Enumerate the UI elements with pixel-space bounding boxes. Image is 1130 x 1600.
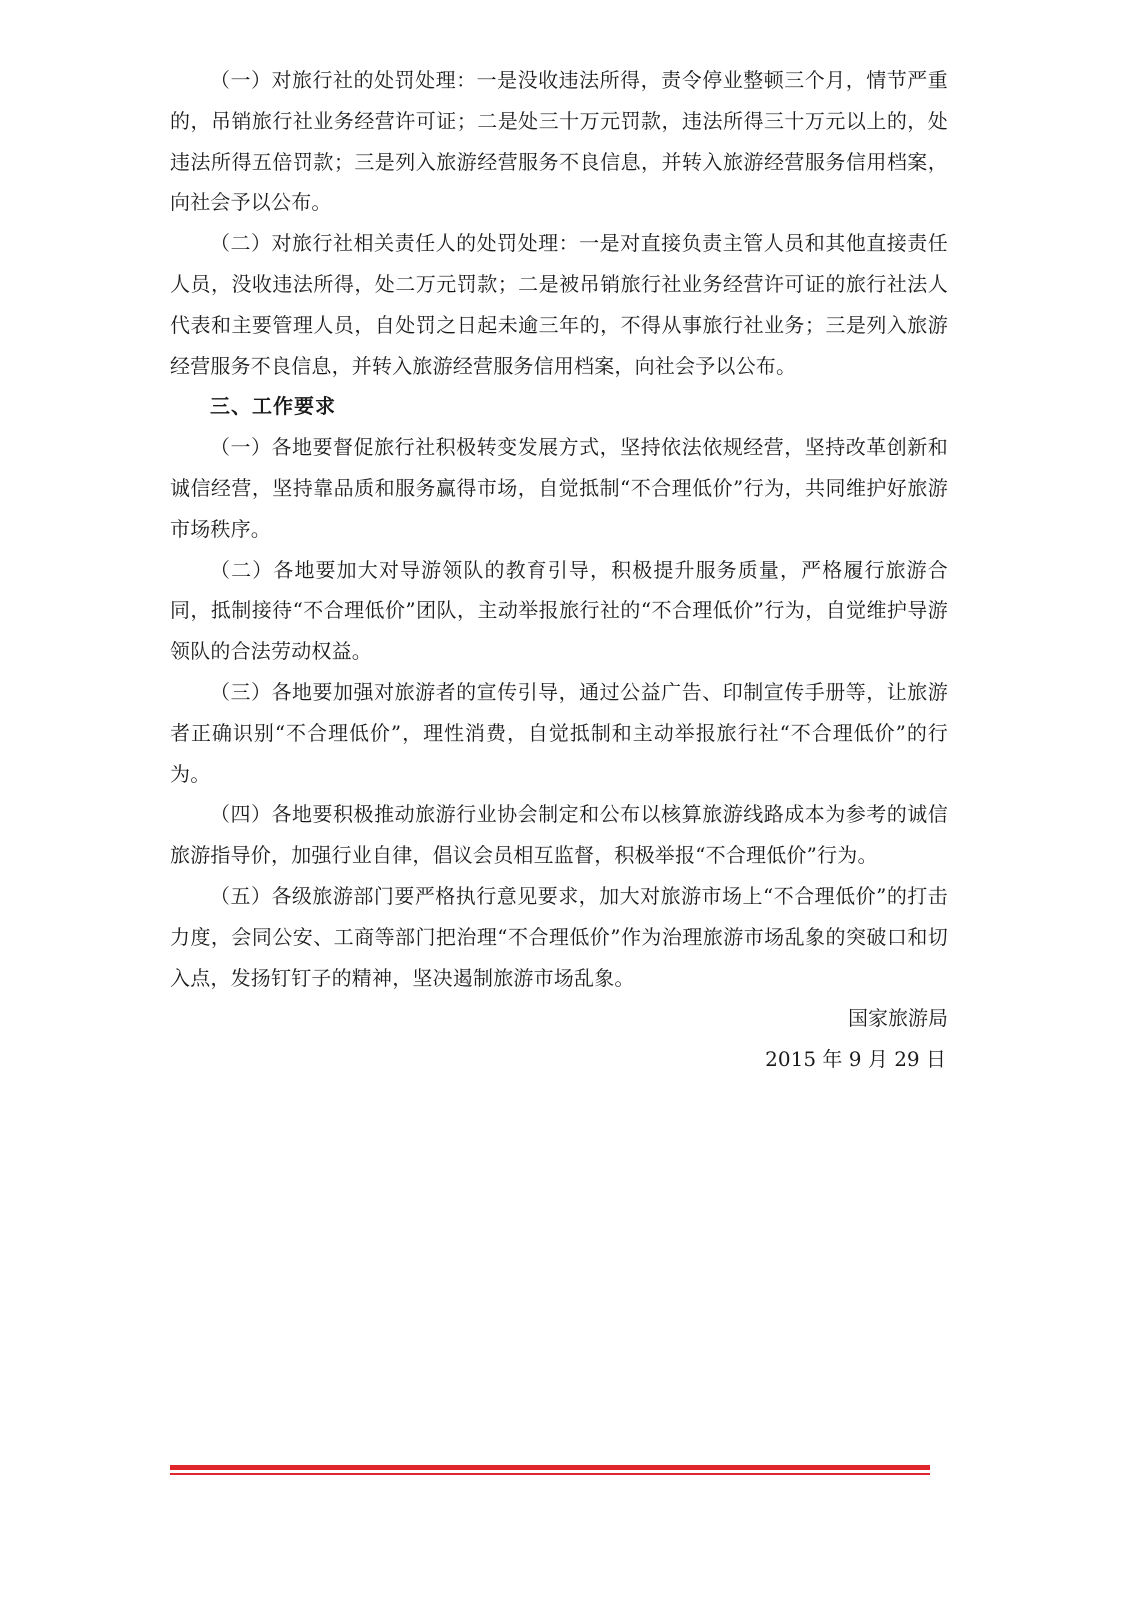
- footer-rule-thick: [170, 1465, 930, 1470]
- footer-rule-thin: [170, 1473, 930, 1475]
- signature-date: 2015 年 9 月 29 日: [765, 1047, 946, 1072]
- paragraph-requirement-4: （四）各地要积极推动旅游行业协会制定和公布以核算旅游线路成本为参考的诚信旅游指导价，加强行业自律，倡议会员相互监督，积极举报“不合理低价”行为。: [170, 802, 948, 868]
- paragraph-requirement-3: （三）各地要加强对旅游者的宣传引导，通过公益广告、印制宣传手册等，让旅游者正确识别“不合理低价”，理性消费，自觉抵制和主动举报旅行社“不合理低价”的行为。: [170, 679, 948, 786]
- paragraph-penalty-responsible-persons: （二）对旅行社相关责任人的处罚处理：一是对直接负责主管人员和其他直接责任人员，没收违法所得，处二万元罚款；二是被吊销旅行社业务经营许可证的旅行社法人代表和主要管理人员，自处罚之日起未逾三年的，不得从事旅行社业务；三是列入旅游经营服务不良信息，并转入旅游经营服务信用档案，向社会予以公布。: [170, 231, 948, 378]
- paragraph-requirement-1: （一）各地要督促旅行社积极转变发展方式，坚持依法依规经营，坚持改革创新和诚信经营，坚持靠品质和服务赢得市场，自觉抵制“不合理低价”行为，共同维护好旅游市场秩序。: [170, 435, 948, 541]
- paragraph-penalty-agency: （一）对旅行社的处罚处理：一是没收违法所得，责令停业整顿三个月，情节严重的，吊销旅行社业务经营许可证；二是处三十万元罚款，违法所得三十万元以上的，处违法所得五倍罚款；三是列入旅游经营服务不良信息，并转入旅游经营服务信用档案，向社会予以公布。: [170, 68, 948, 215]
- signature-organization: 国家旅游局: [848, 1006, 948, 1031]
- paragraph-requirement-2: （二）各地要加大对导游领队的教育引导，积极提升服务质量，严格履行旅游合同，抵制接待“不合理低价”团队，主动举报旅行社的“不合理低价”行为，自觉维护导游领队的合法劳动权益。: [170, 557, 948, 664]
- section-heading-work-requirements: 三、工作要求: [210, 394, 336, 419]
- paragraph-requirement-5: （五）各级旅游部门要严格执行意见要求，加大对旅游市场上“不合理低价”的打击力度，会同公安、工商等部门把治理“不合理低价”作为治理旅游市场乱象的突破口和切入点，发扬钉钉子的精神，坚决遏制旅游市场乱象。: [170, 883, 948, 990]
- document-body: [170, 60, 948, 1080]
